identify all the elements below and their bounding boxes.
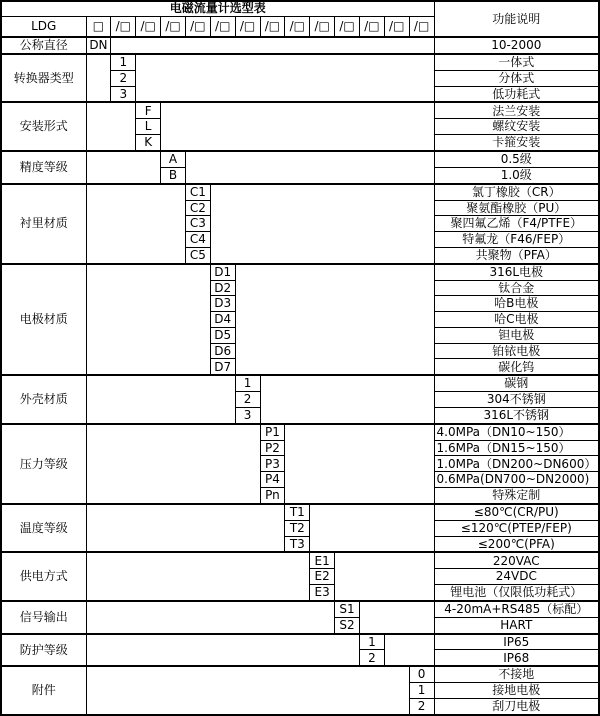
model-slot: /□ <box>161 16 186 37</box>
option-code: 2 <box>359 650 384 666</box>
model-slot: /□ <box>310 16 335 37</box>
option-code: D2 <box>210 280 235 296</box>
right-filler <box>210 184 434 264</box>
option-description: IP65 <box>434 634 599 650</box>
model-slot: /□ <box>260 16 285 37</box>
right-filler <box>285 424 434 504</box>
model-slot: /□ <box>285 16 310 37</box>
option-code: 2 <box>235 392 260 408</box>
option-description: 4.0MPa（DN10~150） <box>434 424 599 440</box>
left-filler <box>86 184 185 264</box>
option-code: E1 <box>310 552 335 568</box>
option-code: 3 <box>235 407 260 423</box>
option-code: 2 <box>409 698 434 715</box>
category-label: 供电方式 <box>1 552 86 601</box>
option-description: ≤200℃(PFA) <box>434 536 599 552</box>
option-description: ≤80℃(CR/PU) <box>434 504 599 520</box>
option-code: D7 <box>210 359 235 375</box>
model-slot: /□ <box>111 16 136 37</box>
option-code: S1 <box>335 601 360 617</box>
left-filler <box>86 634 359 667</box>
option-code: E2 <box>310 569 335 585</box>
option-description: 不接地 <box>434 666 599 682</box>
option-code: S2 <box>335 617 360 633</box>
right-filler <box>310 504 434 553</box>
option-code: F <box>136 102 161 118</box>
option-code: C2 <box>185 200 210 216</box>
left-filler <box>86 375 235 424</box>
option-code: P2 <box>260 440 285 456</box>
right-filler <box>384 634 434 667</box>
option-code: D6 <box>210 343 235 359</box>
left-filler <box>86 102 136 151</box>
table-title: 电磁流量计选型表 <box>1 1 434 16</box>
model-slot: /□ <box>359 16 384 37</box>
model-slot: /□ <box>136 16 161 37</box>
category-label: 转换器类型 <box>1 54 86 103</box>
option-code: A <box>161 151 186 167</box>
option-description: 哈B电极 <box>434 296 599 312</box>
model-slot: /□ <box>409 16 434 37</box>
option-code: 1 <box>409 683 434 699</box>
right-filler <box>136 54 434 103</box>
right-filler <box>235 264 434 376</box>
option-description: IP68 <box>434 650 599 666</box>
category-label: 压力等级 <box>1 424 86 504</box>
right-filler <box>260 375 434 424</box>
option-code: B <box>161 167 186 183</box>
option-description: 聚氨酯橡胶（PU） <box>434 200 599 216</box>
option-description: 特殊定制 <box>434 488 599 504</box>
option-code: D3 <box>210 296 235 312</box>
option-description: 共聚物（PFA） <box>434 247 599 263</box>
model-slot-first: □ <box>86 16 111 37</box>
model-slot: /□ <box>235 16 260 37</box>
option-description: ≤120℃(PTEP/FEP) <box>434 520 599 536</box>
left-filler <box>86 666 409 715</box>
option-code: E3 <box>310 585 335 601</box>
option-description: 哈C电极 <box>434 312 599 328</box>
option-description: 钛合金 <box>434 280 599 296</box>
category-label: 附件 <box>1 666 86 715</box>
left-filler <box>86 54 111 103</box>
left-filler <box>86 264 210 376</box>
option-description: 4-20mA+RS485（标配） <box>434 601 599 617</box>
option-code: T3 <box>285 536 310 552</box>
option-code: 3 <box>111 86 136 102</box>
option-description: 碳钢 <box>434 375 599 391</box>
model-prefix: LDG <box>1 16 86 37</box>
model-slot: /□ <box>335 16 360 37</box>
option-code: Pn <box>260 488 285 504</box>
option-code: 2 <box>111 70 136 86</box>
category-label: 精度等级 <box>1 151 86 184</box>
option-code: 1 <box>235 375 260 391</box>
category-label: 信号输出 <box>1 601 86 634</box>
option-description: 锂电池（仅限低功耗式） <box>434 585 599 601</box>
option-description: 聚四氟乙烯（F4/PTFE） <box>434 216 599 232</box>
option-code: DN <box>86 37 111 54</box>
option-description: 1.6MPa（DN15~150） <box>434 440 599 456</box>
option-code: C5 <box>185 247 210 263</box>
option-description: 24VDC <box>434 569 599 585</box>
model-slot: /□ <box>185 16 210 37</box>
option-description: 316L不锈钢 <box>434 407 599 423</box>
category-label: 公称直径 <box>1 37 86 54</box>
option-description: 分体式 <box>434 70 599 86</box>
option-code: 0 <box>409 666 434 682</box>
model-slot: /□ <box>384 16 409 37</box>
left-filler <box>86 601 335 634</box>
left-filler <box>86 151 161 184</box>
option-code: K <box>136 135 161 151</box>
option-code: C1 <box>185 184 210 200</box>
option-code: 1 <box>111 54 136 70</box>
option-description: 钽电极 <box>434 327 599 343</box>
option-code: 1 <box>359 634 384 650</box>
option-code: T2 <box>285 520 310 536</box>
option-code: P1 <box>260 424 285 440</box>
option-description: 1.0MPa（DN200~DN600） <box>434 456 599 472</box>
option-description: 氯丁橡胶（CR） <box>434 184 599 200</box>
option-description: 接地电极 <box>434 683 599 699</box>
right-filler <box>359 601 434 634</box>
left-filler <box>86 424 260 504</box>
option-description: 10-2000 <box>434 37 599 54</box>
option-code: D5 <box>210 327 235 343</box>
model-slot: /□ <box>210 16 235 37</box>
category-label: 防护等级 <box>1 634 86 667</box>
option-description: 0.6MPa(DN700~DN2000) <box>434 472 599 488</box>
option-code: P4 <box>260 472 285 488</box>
option-description: 1.0级 <box>434 167 599 183</box>
option-description: 碳化钨 <box>434 359 599 375</box>
option-code: T1 <box>285 504 310 520</box>
option-code: C3 <box>185 216 210 232</box>
function-column-header: 功能说明 <box>434 1 599 37</box>
option-description: HART <box>434 617 599 633</box>
option-description: 304不锈钢 <box>434 392 599 408</box>
left-filler <box>86 504 285 553</box>
option-description: 0.5级 <box>434 151 599 167</box>
category-label: 电极材质 <box>1 264 86 376</box>
option-description: 螺纹安装 <box>434 119 599 135</box>
option-description: 220VAC <box>434 552 599 568</box>
option-description: 铂铱电极 <box>434 343 599 359</box>
left-filler <box>86 552 310 601</box>
option-description: 特氟龙（F46/FEP） <box>434 232 599 248</box>
option-code: L <box>136 119 161 135</box>
option-code: D1 <box>210 264 235 280</box>
category-label: 温度等级 <box>1 504 86 553</box>
option-description: 法兰安装 <box>434 102 599 118</box>
right-filler <box>335 552 434 601</box>
category-label: 安装形式 <box>1 102 86 151</box>
option-code: C4 <box>185 232 210 248</box>
category-label: 外壳材质 <box>1 375 86 424</box>
option-description: 低功耗式 <box>434 86 599 102</box>
right-filler <box>111 37 434 54</box>
option-code: D4 <box>210 312 235 328</box>
option-description: 刮刀电极 <box>434 698 599 715</box>
right-filler <box>185 151 434 184</box>
category-label: 衬里材质 <box>1 184 86 264</box>
option-description: 卡箍安装 <box>434 135 599 151</box>
right-filler <box>161 102 434 151</box>
option-description: 一体式 <box>434 54 599 70</box>
option-code: P3 <box>260 456 285 472</box>
option-description: 316L电极 <box>434 264 599 280</box>
